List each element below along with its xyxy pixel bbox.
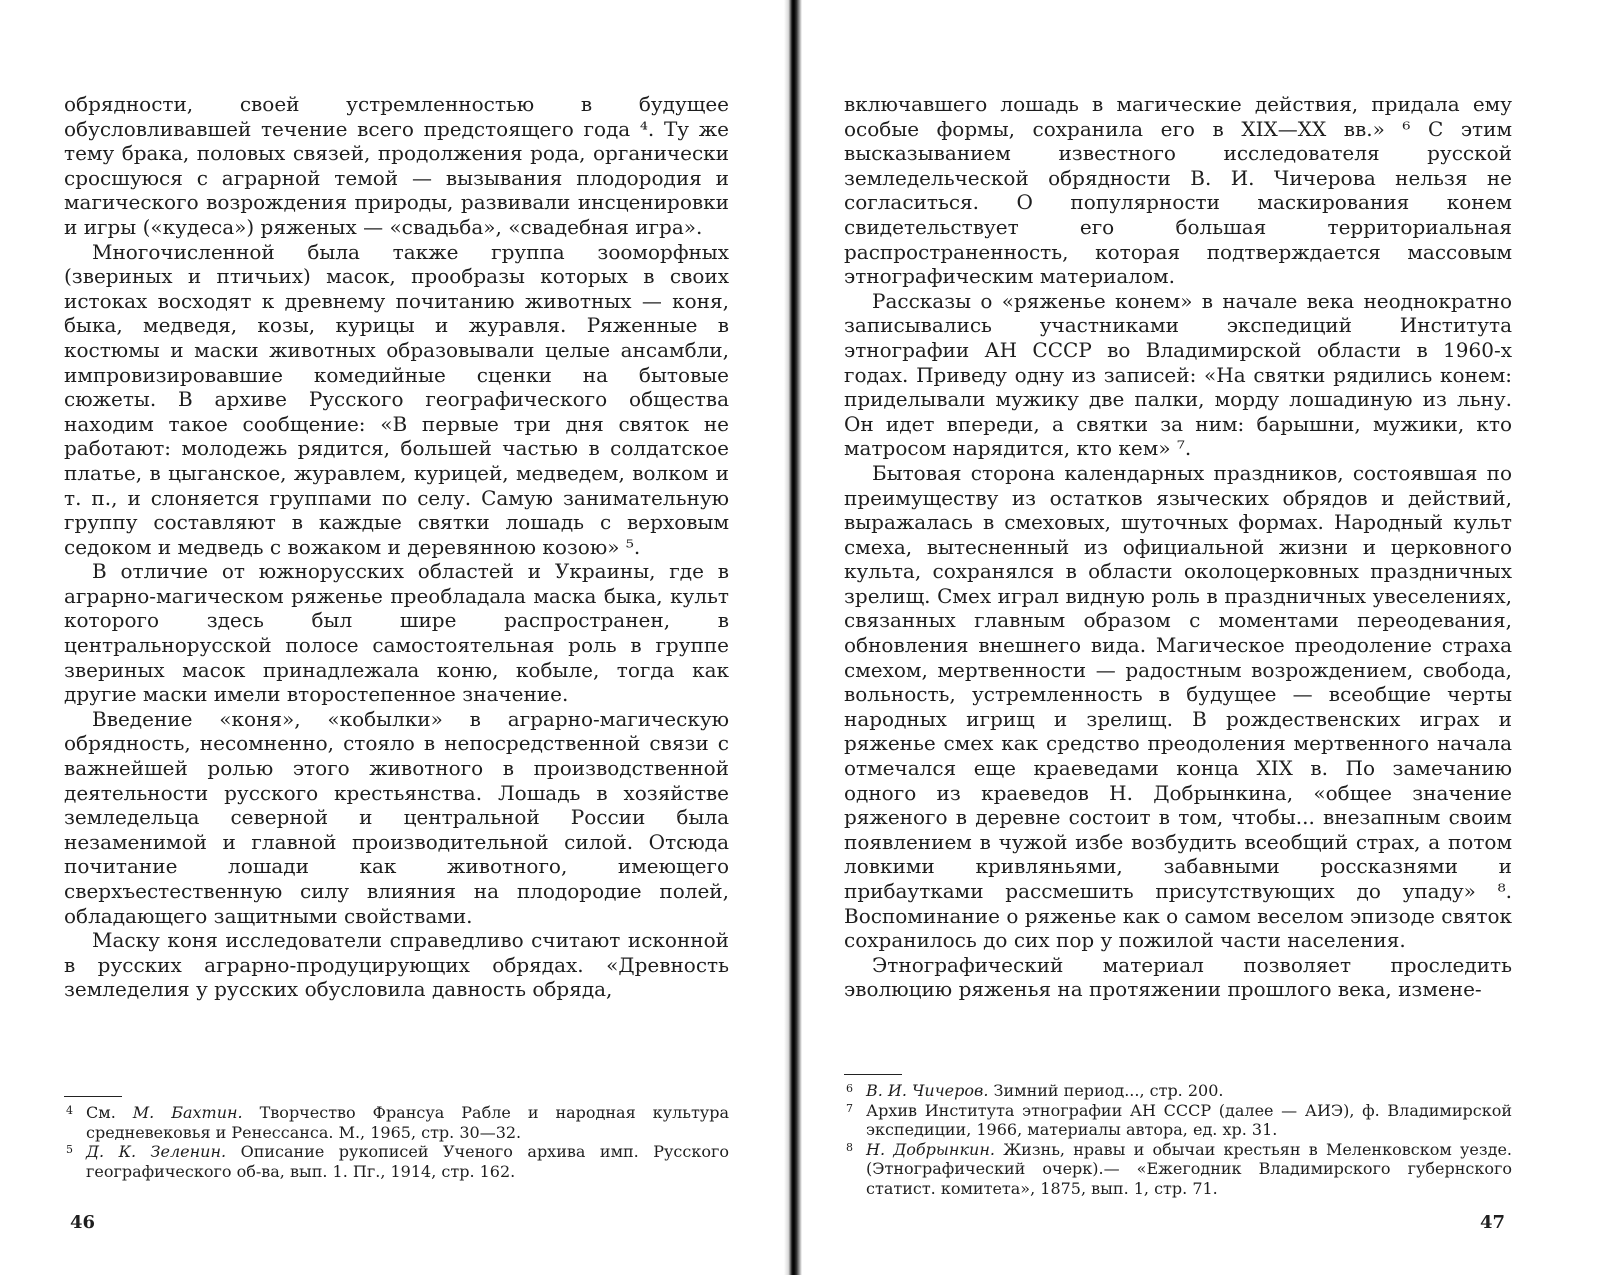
footnote xyxy=(844,1081,1512,1101)
footnote-author: М. Бахтин. xyxy=(132,1103,243,1122)
left-footnotes xyxy=(64,1096,729,1181)
footnote-text: Описание рукописей Ученого архива имп. Русского географического об-ва, вып. 1. Пг., 1914, стр. 162. xyxy=(86,1142,729,1181)
footnote-number: 5 xyxy=(66,1143,73,1156)
left-page-body xyxy=(64,92,729,1002)
footnote-author: Н. Добрынкин. xyxy=(866,1139,995,1159)
right-page xyxy=(790,0,1600,1275)
footnote-number: 8 xyxy=(846,1140,853,1154)
paragraph: Введение «коня», «кобылки» в аграрно-магическую обрядность, несомненно, стояло в непосредственной связи с важнейшей ролью этого животного в производственной деятельности русского крестьянства. Лошадь в хозяйстве земледельца северной и центральной России была незаменимой и главной производительной силой. Отсюда почитание лошади как животного, имеющего сверхъестественную силу влияния на плодородие полей, обладающего защитными свойствами. xyxy=(64,706,729,928)
footnote-author: Д. К. Зеленин. xyxy=(86,1142,227,1161)
footnote-rule xyxy=(64,1096,122,1097)
right-footnotes xyxy=(844,1074,1512,1198)
footnote xyxy=(64,1142,729,1181)
page-number: 46 xyxy=(70,1212,96,1233)
footnote-number: 4 xyxy=(66,1104,73,1117)
footnote xyxy=(64,1103,729,1142)
paragraph: Этнографический материал позволяет проследить эволюцию ряженья на протяжении прошлого века, измене- xyxy=(844,952,1512,1002)
paragraph: Рассказы о «ряженье конем» в начале века неоднократно записывались участниками экспедиций Института этнографии АН СССР во Владимирской области в 1960-х годах. Приведу одну из записей: «На святки рядились конем: приделывали мужику две палки, морду лошадиную из льну. Он идет впереди, а святки за ним: барышни, мужики, кто матросом нарядится, кто кем» ⁷. xyxy=(844,288,1512,461)
paragraph: В отличие от южнорусских областей и Украины, где в аграрно-магическом ряженье преобладала маска быка, культ которого здесь был шире распространен, в центральнорусской полосе самостоятельная роль в группе звериных масок принадлежала коню, кобыле, тогда как другие маски имели второстепенное значение. xyxy=(64,559,729,707)
paragraph: включавшего лошадь в магические действия, придала ему особые формы, сохранила его в XIX—XX вв.» ⁶ С этим высказыванием известного исследователя русской земледельческой обрядности В. И. Чичерова нельзя не согласиться. О популярности маскирования конем свидетельствует его большая территориальная распространенность, которая подтверждается массовым этнографическим материалом. xyxy=(844,92,1512,289)
footnote-text: Жизнь, нравы и обычаи крестьян в Меленковском уезде. (Этнографический очерк).— «Ежегодник Владимирского губернского статист. комитета», 1875, вып. 1, стр. 71. xyxy=(866,1139,1513,1198)
footnote-text: Архив Института этнографии АН СССР (далее — АИЭ), ф. Владимирской экспедиции, 1966, материалы автора, ед. хр. 31. xyxy=(866,1100,1512,1139)
left-page xyxy=(0,0,790,1275)
footnote xyxy=(844,1101,1512,1140)
footnote-author: В. И. Чичеров. xyxy=(866,1081,989,1100)
footnote xyxy=(844,1140,1512,1199)
footnote-rule xyxy=(844,1074,902,1075)
footnote-number: 6 xyxy=(846,1082,853,1095)
paragraph: Маску коня исследователи справедливо считают исконной в русских аграрно-продуцирующих обрядах. «Древность земледелия у русских обусловила давность обряда, xyxy=(64,928,729,1002)
paragraph: обрядности, своей устремленностью в будущее обусловливавшей течение всего предстоящего года ⁴. Ту же тему брака, половых связей, продолжения рода, органически сросшуюся с аграрной темой — вызывания плодородия и магического возрождения природы, развивали инсценировки и игры («кудеса») ряженых — «свадьба», «свадебная игра». xyxy=(64,92,729,239)
page-number: 47 xyxy=(1480,1212,1506,1233)
footnote-number: 7 xyxy=(846,1101,853,1115)
footnote-text: Зимний период..., стр. 200. xyxy=(993,1081,1224,1100)
footnote-prefix: См. xyxy=(86,1103,116,1122)
paragraph: Многочисленной была также группа зооморфных (звериных и птичьих) масок, прообразы которых в своих истоках восходят к древнему почитанию животных — коня, быка, медведя, козы, курицы и журавля. Ряженные в костюмы и маски животных образовывали целые ансамбли, импровизировавшие комедийные сценки на бытовые сюжеты. В архиве Русского географического общества находим такое сообщение: «В первые три дня святок не работают: молодежь рядится, большей частью в солдатское платье, в цыганское, журавлем, курицей, медведем, волком и т. п., и слоняется группами по селу. Самую занимательную группу составляют в каждые святки лошадь с верховым седоком и медведь с вожаком и деревянною козою» ⁵. xyxy=(64,239,729,559)
footnote-text: Творчество Франсуа Рабле и народная культура средневековья и Ренессанса. М., 1965, стр. 30—32. xyxy=(86,1103,729,1142)
right-page-body xyxy=(844,92,1512,1002)
paragraph: Бытовая сторона календарных праздников, состоявшая по преимуществу из остатков языческих обрядов и действий, выражалась в смеховых, шуточных формах. Народный культ смеха, вытесненный из официальной жизни и церковного культа, сохранялся в области околоцерковных праздничных зрелищ. Смех играл видную роль в праздничных увеселениях, связанных главным образом с моментами переодевания, обновления внешнего вида. Магическое преодоление страха смехом, мертвенности — радостным возрождением, свобода, вольность, устремленность в будущее — всеобщие черты народных игрищ и зрелищ. В рождественских играх и ряженье смех как средство преодоления мертвенного начала отмечался еще краеведами конца XIX в. По замечанию одного из краеведов Н. Добрынкина, «общее значение ряженого в деревне состоит в том, чтобы... внезапным своим появлением в чужой избе возбудить всеобщий страх, а потом ловкими кривляньями, забавными россказнями и прибаутками рассмешить присутствующих до упаду» ⁸. Воспоминание о ряженье как о самом веселом эпизоде святок сохранилось до сих пор у пожилой части населения. xyxy=(844,460,1512,953)
